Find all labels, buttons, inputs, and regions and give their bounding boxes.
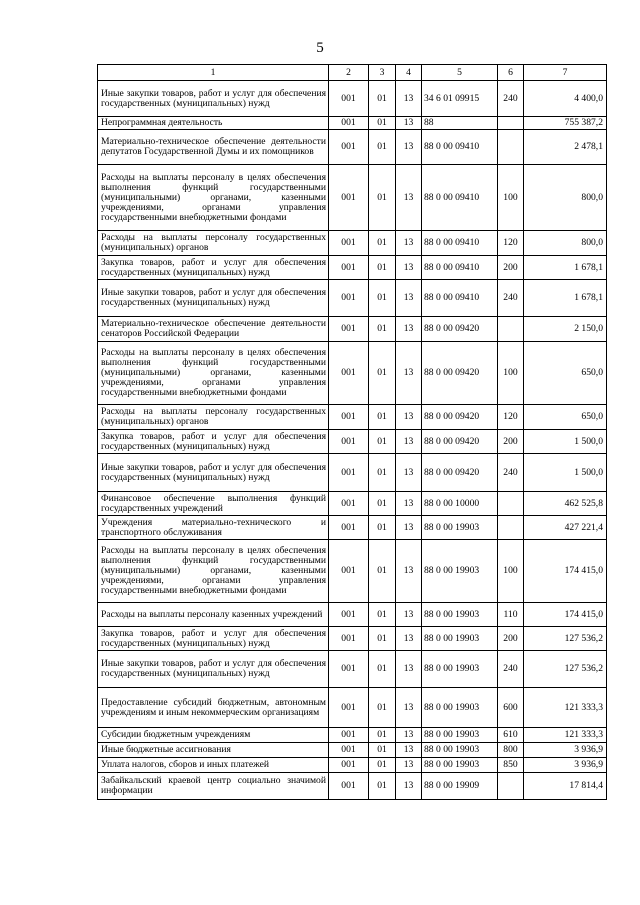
- table-row: [98, 627, 607, 651]
- subsection-code: 13: [396, 743, 422, 758]
- section-code: 01: [369, 117, 396, 130]
- column-header-1: 1: [98, 65, 329, 81]
- subsection-code: 13: [396, 165, 422, 231]
- expense-type-code: 200: [498, 430, 524, 454]
- section-code: 01: [369, 317, 396, 342]
- expense-type-code: [498, 117, 524, 130]
- admin-code: 001: [329, 651, 369, 688]
- target-article-code: 88 0 00 09410: [422, 231, 498, 256]
- column-header-4: 4: [396, 65, 422, 81]
- item-name: Уплата налогов, сборов и иных платежей: [98, 758, 329, 773]
- section-code: 01: [369, 492, 396, 516]
- item-name: Закупка товаров, работ и услуг для обеспечения государственных (муниципальных) нужд: [98, 430, 329, 454]
- section-code: 01: [369, 130, 396, 165]
- subsection-code: 13: [396, 728, 422, 743]
- item-name: Расходы на выплаты персоналу государственных (муниципальных) органов: [98, 231, 329, 256]
- section-code: 01: [369, 516, 396, 540]
- item-name: Иные закупки товаров, работ и услуг для обеспечения государственных (муниципальных) нужд: [98, 454, 329, 492]
- expense-type-code: 120: [498, 231, 524, 256]
- admin-code: 001: [329, 405, 369, 430]
- expense-type-code: 610: [498, 728, 524, 743]
- subsection-code: 13: [396, 540, 422, 603]
- target-article-code: 88 0 00 09420: [422, 342, 498, 405]
- target-article-code: 88 0 00 09410: [422, 165, 498, 231]
- target-article-code: 88 0 00 10000: [422, 492, 498, 516]
- table-body: [98, 81, 607, 800]
- subsection-code: 13: [396, 405, 422, 430]
- amount: 1 678,1: [524, 280, 607, 317]
- subsection-code: 13: [396, 627, 422, 651]
- column-header-3: 3: [369, 65, 396, 81]
- amount: 121 333,3: [524, 728, 607, 743]
- section-code: 01: [369, 405, 396, 430]
- target-article-code: 88 0 00 09410: [422, 280, 498, 317]
- subsection-code: 13: [396, 130, 422, 165]
- amount: 650,0: [524, 342, 607, 405]
- section-code: 01: [369, 728, 396, 743]
- subsection-code: 13: [396, 317, 422, 342]
- section-code: 01: [369, 280, 396, 317]
- table-row: [98, 256, 607, 280]
- admin-code: 001: [329, 540, 369, 603]
- section-code: 01: [369, 688, 396, 728]
- expense-type-code: 200: [498, 627, 524, 651]
- item-name: Предоставление субсидий бюджетным, автономным учреждениям и иным некоммерческим организациям: [98, 688, 329, 728]
- target-article-code: 88 0 00 09420: [422, 454, 498, 492]
- table-row: [98, 81, 607, 117]
- column-header-6: 6: [498, 65, 524, 81]
- admin-code: 001: [329, 603, 369, 627]
- amount: 462 525,8: [524, 492, 607, 516]
- section-code: 01: [369, 651, 396, 688]
- admin-code: 001: [329, 688, 369, 728]
- table-row: [98, 317, 607, 342]
- amount: 174 415,0: [524, 603, 607, 627]
- expense-type-code: [498, 516, 524, 540]
- admin-code: 001: [329, 231, 369, 256]
- subsection-code: 13: [396, 603, 422, 627]
- table-row: [98, 651, 607, 688]
- expense-type-code: 200: [498, 256, 524, 280]
- budget-table: [97, 64, 607, 800]
- target-article-code: 88 0 00 09410: [422, 130, 498, 165]
- amount: 3 936,9: [524, 758, 607, 773]
- admin-code: 001: [329, 492, 369, 516]
- target-article-code: 88 0 00 19903: [422, 728, 498, 743]
- admin-code: 001: [329, 342, 369, 405]
- table-row: [98, 117, 607, 130]
- item-name: Материально-техническое обеспечение деятельности сенаторов Российской Федерации: [98, 317, 329, 342]
- subsection-code: 13: [396, 651, 422, 688]
- expense-type-code: 100: [498, 165, 524, 231]
- section-code: 01: [369, 773, 396, 800]
- section-code: 01: [369, 603, 396, 627]
- table-row: [98, 231, 607, 256]
- target-article-code: 88 0 00 19903: [422, 603, 498, 627]
- target-article-code: 88 0 00 19903: [422, 540, 498, 603]
- item-name: Расходы на выплаты персоналу в целях обеспечения выполнения функций государственными (муниципальными) органами, казенными учреждениями, органами управления государственными внебюджетными фондами: [98, 165, 329, 231]
- table-row: [98, 492, 607, 516]
- subsection-code: 13: [396, 773, 422, 800]
- admin-code: 001: [329, 165, 369, 231]
- item-name: Иные бюджетные ассигнования: [98, 743, 329, 758]
- target-article-code: 34 6 01 09915: [422, 81, 498, 117]
- table-row: [98, 130, 607, 165]
- target-article-code: 88 0 00 19909: [422, 773, 498, 800]
- subsection-code: 13: [396, 342, 422, 405]
- expense-type-code: 240: [498, 651, 524, 688]
- table-row: [98, 603, 607, 627]
- subsection-code: 13: [396, 117, 422, 130]
- item-name: Расходы на выплаты персоналу казенных учреждений: [98, 603, 329, 627]
- section-code: 01: [369, 342, 396, 405]
- table-row: [98, 728, 607, 743]
- table-row: [98, 430, 607, 454]
- admin-code: 001: [329, 516, 369, 540]
- item-name: Расходы на выплаты персоналу в целях обеспечения выполнения функций государственными (муниципальными) органами, казенными учреждениями, органами управления государственными внебюджетными фондами: [98, 342, 329, 405]
- expense-type-code: 800: [498, 743, 524, 758]
- table-row: [98, 516, 607, 540]
- expense-type-code: 240: [498, 454, 524, 492]
- amount: 1 678,1: [524, 256, 607, 280]
- expense-type-code: 100: [498, 540, 524, 603]
- section-code: 01: [369, 743, 396, 758]
- target-article-code: 88 0 00 19903: [422, 688, 498, 728]
- expense-type-code: [498, 773, 524, 800]
- amount: 755 387,2: [524, 117, 607, 130]
- subsection-code: 13: [396, 280, 422, 317]
- section-code: 01: [369, 256, 396, 280]
- section-code: 01: [369, 165, 396, 231]
- item-name: Иные закупки товаров, работ и услуг для обеспечения государственных (муниципальных) нужд: [98, 81, 329, 117]
- table-row: [98, 280, 607, 317]
- amount: 174 415,0: [524, 540, 607, 603]
- item-name: Иные закупки товаров, работ и услуг для обеспечения государственных (муниципальных) нужд: [98, 651, 329, 688]
- section-code: 01: [369, 758, 396, 773]
- item-name: Материально-техническое обеспечение деятельности депутатов Государственной Думы и их помощников: [98, 130, 329, 165]
- item-name: Непрограммная деятельность: [98, 117, 329, 130]
- admin-code: 001: [329, 117, 369, 130]
- target-article-code: 88 0 00 19903: [422, 651, 498, 688]
- amount: 427 221,4: [524, 516, 607, 540]
- column-header-2: 2: [329, 65, 369, 81]
- subsection-code: 13: [396, 688, 422, 728]
- section-code: 01: [369, 454, 396, 492]
- admin-code: 001: [329, 317, 369, 342]
- table-row: [98, 540, 607, 603]
- target-article-code: 88 0 00 19903: [422, 758, 498, 773]
- expense-type-code: [498, 130, 524, 165]
- section-code: 01: [369, 231, 396, 256]
- amount: 3 936,9: [524, 743, 607, 758]
- item-name: Расходы на выплаты персоналу в целях обеспечения выполнения функций государственными (муниципальными) органами, казенными учреждениями, органами управления государственными внебюджетными фондами: [98, 540, 329, 603]
- expense-type-code: 850: [498, 758, 524, 773]
- item-name: Иные закупки товаров, работ и услуг для обеспечения государственных (муниципальных) нужд: [98, 280, 329, 317]
- header-row: [98, 65, 607, 81]
- target-article-code: 88 0 00 09420: [422, 317, 498, 342]
- expense-type-code: [498, 317, 524, 342]
- target-article-code: 88: [422, 117, 498, 130]
- subsection-code: 13: [396, 492, 422, 516]
- amount: 127 536,2: [524, 651, 607, 688]
- item-name: Учреждения материально-технического и транспортного обслуживания: [98, 516, 329, 540]
- item-name: Субсидии бюджетным учреждениям: [98, 728, 329, 743]
- section-code: 01: [369, 540, 396, 603]
- subsection-code: 13: [396, 454, 422, 492]
- amount: 1 500,0: [524, 430, 607, 454]
- admin-code: 001: [329, 743, 369, 758]
- expense-type-code: 240: [498, 280, 524, 317]
- table-row: [98, 758, 607, 773]
- table-row: [98, 165, 607, 231]
- item-name: Закупка товаров, работ и услуг для обеспечения государственных (муниципальных) нужд: [98, 627, 329, 651]
- table-row: [98, 773, 607, 800]
- amount: 2 150,0: [524, 317, 607, 342]
- page-number: 5: [316, 40, 324, 56]
- target-article-code: 88 0 00 09410: [422, 256, 498, 280]
- section-code: 01: [369, 430, 396, 454]
- subsection-code: 13: [396, 758, 422, 773]
- item-name: Закупка товаров, работ и услуг для обеспечения государственных (муниципальных) нужд: [98, 256, 329, 280]
- subsection-code: 13: [396, 256, 422, 280]
- amount: 1 500,0: [524, 454, 607, 492]
- section-code: 01: [369, 627, 396, 651]
- table-row: [98, 743, 607, 758]
- amount: 650,0: [524, 405, 607, 430]
- admin-code: 001: [329, 81, 369, 117]
- target-article-code: 88 0 00 19903: [422, 627, 498, 651]
- amount: 121 333,3: [524, 688, 607, 728]
- admin-code: 001: [329, 728, 369, 743]
- expense-type-code: 120: [498, 405, 524, 430]
- amount: 2 478,1: [524, 130, 607, 165]
- subsection-code: 13: [396, 231, 422, 256]
- column-header-5: 5: [422, 65, 498, 81]
- admin-code: 001: [329, 130, 369, 165]
- amount: 4 400,0: [524, 81, 607, 117]
- subsection-code: 13: [396, 81, 422, 117]
- admin-code: 001: [329, 773, 369, 800]
- amount: 17 814,4: [524, 773, 607, 800]
- section-code: 01: [369, 81, 396, 117]
- table-row: [98, 454, 607, 492]
- amount: 127 536,2: [524, 627, 607, 651]
- amount: 800,0: [524, 165, 607, 231]
- admin-code: 001: [329, 454, 369, 492]
- expense-type-code: 600: [498, 688, 524, 728]
- admin-code: 001: [329, 758, 369, 773]
- item-name: Финансовое обеспечение выполнения функций государственных учреждений: [98, 492, 329, 516]
- admin-code: 001: [329, 627, 369, 651]
- expense-type-code: 100: [498, 342, 524, 405]
- target-article-code: 88 0 00 09420: [422, 430, 498, 454]
- admin-code: 001: [329, 280, 369, 317]
- column-header-7: 7: [524, 65, 607, 81]
- item-name: Забайкальский краевой центр социально значимой информации: [98, 773, 329, 800]
- target-article-code: 88 0 00 19903: [422, 516, 498, 540]
- subsection-code: 13: [396, 430, 422, 454]
- expense-type-code: 240: [498, 81, 524, 117]
- table-row: [98, 342, 607, 405]
- target-article-code: 88 0 00 09420: [422, 405, 498, 430]
- amount: 800,0: [524, 231, 607, 256]
- admin-code: 001: [329, 430, 369, 454]
- admin-code: 001: [329, 256, 369, 280]
- table-row: [98, 688, 607, 728]
- item-name: Расходы на выплаты персоналу государственных (муниципальных) органов: [98, 405, 329, 430]
- expense-type-code: [498, 492, 524, 516]
- expense-type-code: 110: [498, 603, 524, 627]
- table-row: [98, 405, 607, 430]
- subsection-code: 13: [396, 516, 422, 540]
- target-article-code: 88 0 00 19903: [422, 743, 498, 758]
